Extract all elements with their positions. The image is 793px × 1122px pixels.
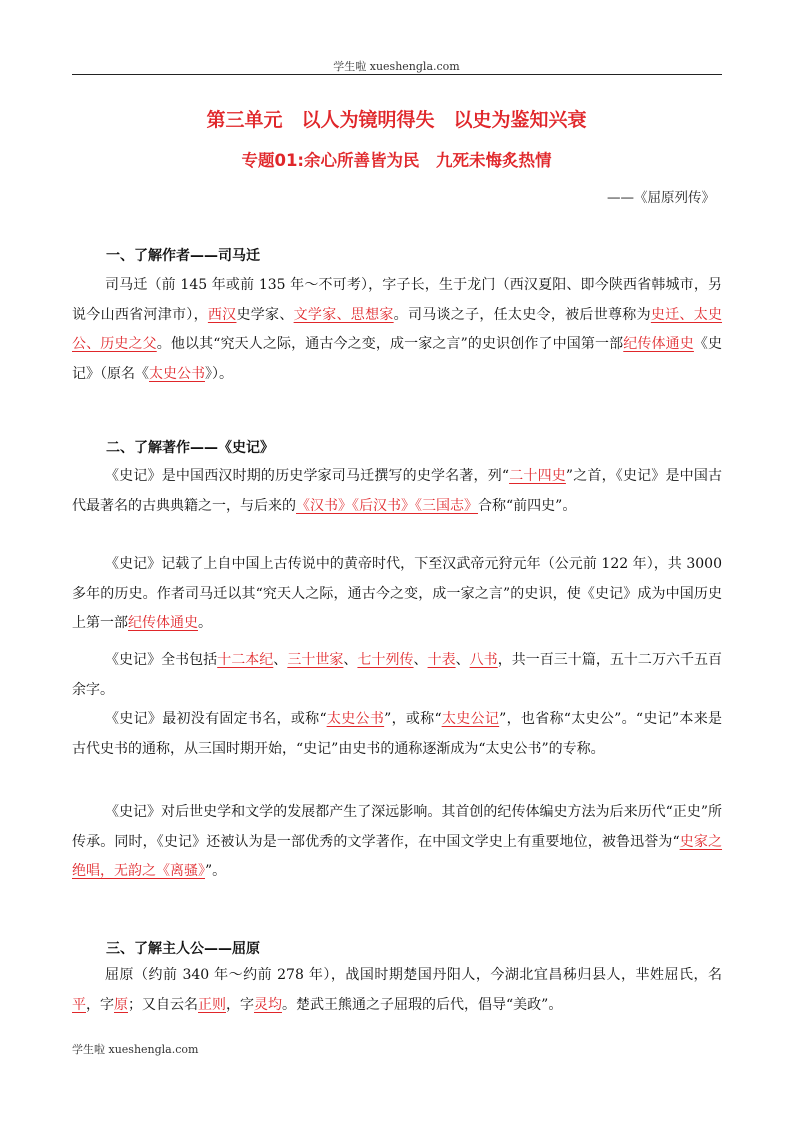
text-run: 。司马谈之子，任太史令，被后世尊称为: [393, 306, 651, 323]
highlighted-term: 纪传体通史: [623, 336, 694, 352]
work-paragraph-3: [72, 646, 722, 705]
highlighted-term: 西汉: [207, 306, 237, 323]
highlighted-term: 二十四史: [509, 468, 566, 484]
text-run: 司马迁（前 145 年或前 135 年～不可考），字子长，生于龙门（西汉夏阳、即今陕西省韩城市，另说今山西省河津市），: [72, 277, 722, 323]
text-run: 、: [343, 652, 358, 668]
header-divider: [72, 74, 722, 75]
text-run: 《史记》记载了上自中国上古传说中的黄帝时代，下至汉武帝元狩元年（公元前 122 年），共 3000 多年的历史。作者司马迁以其“究天人之际，通古今之变，成一家之言”的史识，使《史记》成为中国历史上第一部: [72, 556, 722, 631]
text-run: ”，或称“: [384, 711, 442, 727]
highlighted-term: 太史公书: [149, 365, 205, 382]
text-run: 《史记》是中国西汉时期的历史学家司马迁撰写的史学名著，列“: [105, 468, 510, 484]
text-run: ”之首，《史记》是中国古代最著名的古典典籍之一，与后来的: [72, 468, 722, 514]
highlighted-term: 十表: [427, 652, 456, 668]
highlighted-term: 原: [114, 996, 128, 1013]
work-paragraph-5: [72, 798, 722, 887]
highlighted-term: 七十列传: [357, 652, 414, 668]
text-run: 《史记》全书包括: [105, 652, 218, 668]
highlighted-term: 文学家、思想家: [293, 306, 394, 323]
highlighted-term: 太史公记: [441, 711, 500, 727]
text-run: 。楚武王熊通之子屈瑕的后代，倡导“美政”。: [282, 996, 563, 1013]
section-heading-protagonist: 三、了解主人公——屈原: [106, 941, 260, 957]
text-run: 、: [413, 652, 428, 668]
text-run: 《史记》（原名《: [72, 336, 723, 382]
text-run: ”，也省称“太史公”。“史记”本来是古代史书的通称，从三国时期开始，“史记”由史书的通称逐渐成为“太史公书”的专称。: [72, 711, 722, 757]
text-run: ；又自云名: [128, 996, 198, 1013]
topic-subtitle: 专题01:余心所善皆为民 九死未悔炙热情: [241, 151, 552, 170]
text-run: ”。: [205, 863, 227, 879]
source-attribution: ——《屈原列传》: [607, 190, 715, 206]
text-run: ，字: [86, 996, 114, 1013]
highlighted-term: 八书: [469, 652, 498, 668]
page-footer-site: 学生啦 xueshengla.com: [72, 1043, 199, 1056]
highlighted-term: 正则: [198, 996, 226, 1013]
text-run: 。他以其“究天人之际，通古今之变，成一家之言”的史识创作了中国第一部: [156, 336, 624, 352]
highlighted-term: 《汉书》《后汉书》《三国志》: [296, 497, 478, 514]
protagonist-paragraph: [72, 961, 722, 1020]
highlighted-term: 纪传体通史: [128, 615, 198, 631]
text-run: 史学家、: [236, 306, 294, 323]
highlighted-term: 史迁、太史公、历史之父: [72, 306, 723, 352]
text-run: 屈原（约前 340 年～约前 278 年），战国时期楚国丹阳人，今湖北宜昌秭归县人，芈姓屈氏，名: [105, 967, 722, 983]
author-paragraph: [72, 271, 722, 389]
text-run: 《史记》对后世史学和文学的发展都产生了深远影响。其首创的纪传体编史方法为后来历代“正史”所传承。同时，《史记》还被认为是一部优秀的文学著作，在中国文学史上有重要地位，被鲁迅誉为“: [72, 804, 722, 850]
text-run: 、: [273, 652, 288, 668]
unit-title: 第三单元 以人为镜明得失 以史为鉴知兴衰: [206, 109, 587, 131]
highlighted-term: 十二本纪: [217, 652, 274, 668]
section-heading-work: 二、了解著作——《史记》: [106, 440, 274, 456]
text-run: 。: [198, 615, 212, 631]
section-heading-author: 一、了解作者——司马迁: [106, 248, 260, 264]
text-run: 《史记》最初没有固定书名，或称“: [105, 711, 327, 727]
highlighted-term: 灵均: [254, 996, 282, 1013]
page-header-site: 学生啦 xueshengla.com: [333, 60, 460, 73]
text-run: 合称“前四史”。: [478, 497, 577, 514]
text-run: ，字: [226, 996, 254, 1013]
work-paragraph-1: [72, 462, 722, 521]
highlighted-term: 三十世家: [287, 652, 344, 668]
text-run: 、: [455, 652, 470, 668]
highlighted-term: 史家之绝唱，无韵之《离骚》: [72, 833, 723, 879]
highlighted-term: 太史公书: [326, 711, 385, 727]
highlighted-term: 平: [72, 996, 86, 1013]
text-run: 》）。: [205, 365, 233, 382]
work-paragraph-4: [72, 705, 722, 764]
text-run: ，共一百三十篇，五十二万六千五百余字。: [72, 652, 723, 698]
work-paragraph-2: [72, 550, 722, 639]
